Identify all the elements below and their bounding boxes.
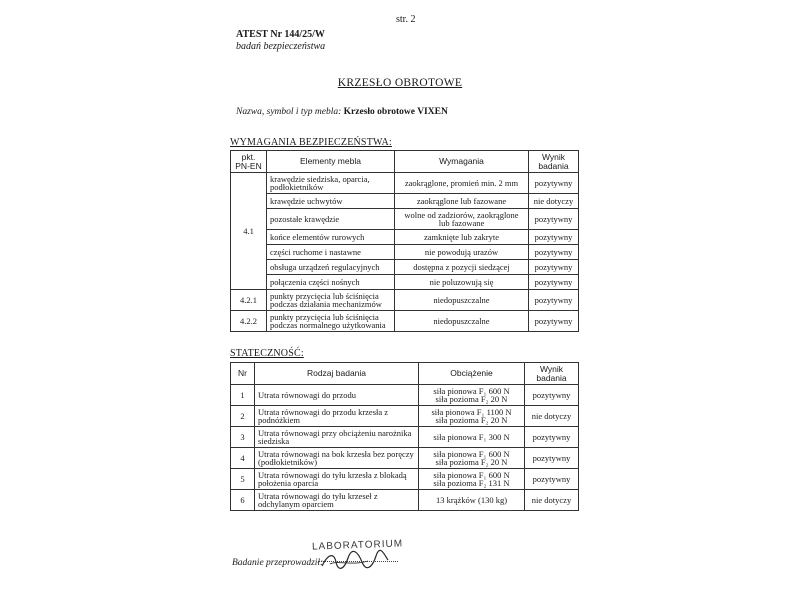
- element-cell: obsługa urządzeń regulacyjnych: [267, 260, 395, 275]
- certificate-subtitle: badań bezpieczeństwa: [236, 41, 326, 52]
- stability-section-title: STATECZNOŚĆ:: [230, 348, 304, 359]
- safety-requirements-table: [230, 150, 579, 332]
- requirement-cell: niedopuszczalne: [395, 311, 529, 332]
- element-cell: krawędzie uchwytów: [267, 194, 395, 209]
- result-cell: pozytywny: [529, 209, 579, 230]
- test-cell: Utrata równowagi do przodu: [255, 385, 419, 406]
- product-name-line: [236, 107, 448, 117]
- element-cell: końce elementów rurowych: [267, 230, 395, 245]
- load-line: siła pionowa F₁ 600 N: [433, 385, 510, 396]
- table-row: [231, 469, 579, 490]
- header-requirements: Wymagania: [395, 151, 529, 173]
- load-line: siła pozioma F₂ 131 N: [433, 478, 510, 488]
- table-row: [231, 245, 579, 260]
- signature-line: [318, 561, 398, 562]
- load-line: siła pionowa F₁ 1100 N: [431, 406, 512, 417]
- load-line: siła pozioma F₂ 20 N: [435, 457, 508, 467]
- load-line: siła pozioma F₂ 20 N: [435, 394, 508, 404]
- certificate-number: ATEST Nr 144/25/W: [236, 29, 325, 40]
- product-name-value: Krzesło obrotowe VIXEN: [343, 107, 448, 117]
- performed-by-label: Badanie przeprowadził:: [232, 558, 324, 568]
- header-test: Rodzaj badania: [255, 363, 419, 385]
- result-cell: pozytywny: [529, 290, 579, 311]
- load-line: siła pionowa F₁ 600 N: [433, 469, 510, 480]
- safety-table-header: [231, 151, 579, 173]
- requirement-cell: nie poluzowują się: [395, 275, 529, 290]
- result-cell: pozytywny: [525, 385, 579, 406]
- element-cell: krawędzie siedziska, oparcia, podłokietników: [267, 173, 395, 194]
- table-row: [231, 311, 579, 332]
- load-cell: [419, 490, 525, 511]
- load-line: siła pionowa F₁ 300 N: [433, 431, 510, 442]
- load-line: 13 krążków (130 kg): [435, 494, 508, 505]
- header-result: Wynik badania: [529, 151, 579, 173]
- load-cell: [419, 385, 525, 406]
- element-cell: części ruchome i nastawne: [267, 245, 395, 260]
- element-cell: połączenia części nośnych: [267, 275, 395, 290]
- table-row: [231, 427, 579, 448]
- table-row: [231, 209, 579, 230]
- load-cell: [419, 427, 525, 448]
- stability-table: [230, 362, 579, 511]
- load-cell: [419, 406, 525, 427]
- nr-cell: 2: [231, 406, 255, 427]
- test-cell: Utrata równowagi do tyłu krzesła z blokadą położenia oparcia: [255, 469, 419, 490]
- load-line: siła pionowa F₁ 600 N: [433, 448, 510, 459]
- table-row: [231, 448, 579, 469]
- header-result: Wynik badania: [525, 363, 579, 385]
- product-name-label: Nazwa, symbol i typ mebla:: [236, 107, 342, 117]
- load-cell: [419, 448, 525, 469]
- table-row: [231, 173, 579, 194]
- nr-cell: 1: [231, 385, 255, 406]
- result-cell: pozytywny: [529, 275, 579, 290]
- requirement-cell: niedopuszczalne: [395, 290, 529, 311]
- group-pkt-cell: 4.1: [231, 173, 267, 290]
- result-cell: pozytywny: [525, 448, 579, 469]
- table-row: [231, 275, 579, 290]
- table-row: [231, 490, 579, 511]
- nr-cell: 5: [231, 469, 255, 490]
- table-row: [231, 385, 579, 406]
- laboratory-stamp: LABORATORIUM: [311, 538, 404, 553]
- nr-cell: 4: [231, 448, 255, 469]
- header-element: Elementy mebla: [267, 151, 395, 173]
- result-cell: pozytywny: [525, 469, 579, 490]
- pkt-cell: 4.2.1: [231, 290, 267, 311]
- result-cell: pozytywny: [529, 173, 579, 194]
- table-row: [231, 406, 579, 427]
- element-cell: pozostałe krawędzie: [267, 209, 395, 230]
- load-cell: [419, 469, 525, 490]
- requirement-cell: zaokrąglone, promień min. 2 mm: [395, 173, 529, 194]
- requirement-cell: zaokrąglone lub fazowane: [395, 194, 529, 209]
- element-cell: punkty przycięcia lub ściśnięcia podczas działania mechanizmów: [267, 290, 395, 311]
- result-cell: pozytywny: [529, 311, 579, 332]
- document-title-text: KRZESŁO OBROTOWE: [337, 77, 463, 89]
- result-cell: nie dotyczy: [525, 490, 579, 511]
- test-cell: Utrata równowagi do tyłu krzeseł z odchylanym oparciem: [255, 490, 419, 511]
- result-cell: pozytywny: [525, 427, 579, 448]
- document-title: [0, 77, 800, 89]
- stability-table-header: [231, 363, 579, 385]
- pkt-cell: 4.2.2: [231, 311, 267, 332]
- element-cell: punkty przycięcia lub ściśnięcia podczas normalnego użytkowania: [267, 311, 395, 332]
- test-cell: Utrata równowagi przy obciążeniu narożnika siedziska: [255, 427, 419, 448]
- table-row: [231, 230, 579, 245]
- requirement-cell: zamknięte lub zakryte: [395, 230, 529, 245]
- header-pkt: pkt. PN-EN: [231, 151, 267, 173]
- result-cell: pozytywny: [529, 245, 579, 260]
- test-cell: Utrata równowagi do przodu krzesła z podnóżkiem: [255, 406, 419, 427]
- result-cell: nie dotyczy: [525, 406, 579, 427]
- table-row: [231, 290, 579, 311]
- result-cell: pozytywny: [529, 260, 579, 275]
- table-row: [231, 260, 579, 275]
- signature-image: [318, 548, 390, 572]
- header-load: Obciążenie: [419, 363, 525, 385]
- requirement-cell: nie powodują urazów: [395, 245, 529, 260]
- load-line: siła pozioma F₂ 20 N: [435, 415, 508, 425]
- safety-section-title: WYMAGANIA BEZPIECZEŃSTWA:: [230, 137, 392, 148]
- table-row: [231, 194, 579, 209]
- requirement-cell: wolne od zadziorów, zaokrąglone lub fazowane: [395, 209, 529, 230]
- test-cell: Utrata równowagi na bok krzesła bez poręczy (podłokietników): [255, 448, 419, 469]
- nr-cell: 3: [231, 427, 255, 448]
- nr-cell: 6: [231, 490, 255, 511]
- page-number: str. 2: [396, 14, 416, 25]
- requirement-cell: dostępna z pozycji siedzącej: [395, 260, 529, 275]
- result-cell: pozytywny: [529, 230, 579, 245]
- header-nr: Nr: [231, 363, 255, 385]
- result-cell: nie dotyczy: [529, 194, 579, 209]
